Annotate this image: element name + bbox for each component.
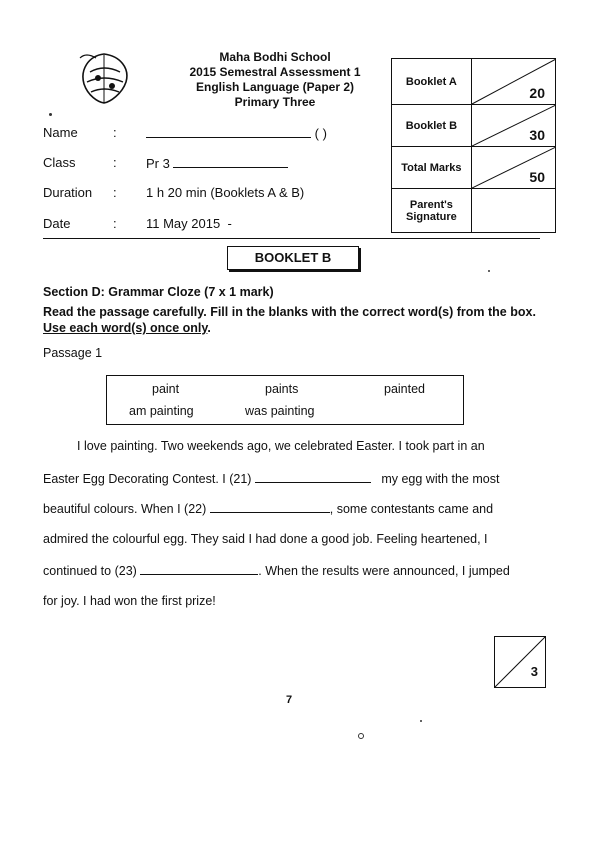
school-logo: [76, 50, 132, 106]
word-option: was painting: [245, 404, 315, 418]
score-box-total: 3: [530, 664, 538, 679]
passage-line: I love painting. Two weekends ago, we celebrated Easter. I took part in an: [77, 439, 485, 453]
passage-text-segment: Easter Egg Decorating Contest. I (21): [43, 472, 252, 486]
speck: [49, 113, 52, 116]
booklet-b-score-cell[interactable]: [471, 105, 555, 147]
parent-signature-cell[interactable]: [471, 189, 555, 233]
school-name: Maha Bodhi School: [219, 50, 331, 64]
total-marks-label: Total Marks: [392, 147, 472, 189]
section-title: Section D: Grammar Cloze (7 x 1 mark): [43, 285, 274, 299]
passage-line: [43, 501, 493, 516]
signature-label-line1: Parent's: [409, 198, 453, 211]
word-option: painted: [384, 382, 426, 396]
instruction-text: Read the passage carefully. Fill in the blanks with the correct word(s) from the box.: [43, 305, 536, 319]
total-marks-cell[interactable]: [471, 147, 555, 189]
colon: :: [113, 216, 117, 231]
class-value: Pr 3: [146, 156, 170, 171]
passage-text-segment: continued to (23): [43, 564, 137, 578]
duration-value: 1 h 20 min (Booklets A & B): [146, 185, 305, 200]
assessment-title: 2015 Semestral Assessment 1: [189, 65, 361, 79]
score-box[interactable]: [494, 636, 546, 688]
level-title: Primary Three: [234, 95, 316, 109]
blank-21[interactable]: [255, 471, 371, 483]
class-label: Class: [43, 155, 76, 170]
instructions: [43, 304, 543, 336]
class-field[interactable]: [146, 155, 288, 171]
word-option: am painting: [129, 404, 194, 418]
passage-line: [43, 471, 499, 486]
speck: [488, 270, 490, 272]
word-option: paint: [152, 382, 180, 396]
signature-label-line2: Signature: [406, 210, 457, 223]
booklet-b-total: 30: [529, 127, 545, 143]
blank-23[interactable]: [140, 563, 258, 575]
name-field[interactable]: [146, 125, 327, 141]
instruction-underlined: Use each word(s) once only: [43, 321, 208, 335]
passage-text-segment: beautiful colours. When I (22): [43, 502, 207, 516]
booklet-b-label: Booklet B: [392, 105, 472, 147]
blank-22[interactable]: [210, 501, 330, 513]
passage-text-segment: my egg with the most: [381, 472, 500, 486]
subject-title: English Language (Paper 2): [195, 80, 355, 94]
booklet-title: BOOKLET B: [227, 246, 359, 270]
colon: :: [113, 185, 117, 200]
marks-table: [391, 58, 556, 233]
duration-label: Duration: [43, 185, 93, 200]
parent-signature-label: [392, 189, 472, 233]
register-number-paren: ( ): [314, 126, 327, 141]
date-value: [146, 216, 232, 231]
page-number: 7: [286, 694, 293, 706]
name-label: Name: [43, 125, 78, 140]
colon: :: [113, 155, 117, 170]
word-option: paints: [265, 382, 299, 396]
date-label: Date: [43, 216, 71, 231]
header-divider: [43, 238, 540, 239]
booklet-a-score-cell[interactable]: [471, 59, 555, 105]
school-header: [175, 50, 375, 110]
booklet-a-total: 20: [529, 85, 545, 101]
instruction-end: .: [207, 321, 211, 335]
word-box: [106, 375, 464, 425]
passage-line: for joy. I had won the first prize!: [43, 594, 216, 608]
total-marks-value: 50: [529, 169, 545, 185]
passage-line: admired the colourful egg. They said I had done a good job. Feeling heartened, I: [43, 532, 488, 546]
speck: [358, 733, 364, 739]
passage-line: [43, 563, 510, 578]
speck: [420, 720, 422, 722]
date-text: 11 May 2015: [146, 216, 221, 231]
passage-text-segment: . When the results were announced, I jumped: [258, 564, 510, 578]
date-dash: -: [227, 216, 232, 231]
booklet-a-label: Booklet A: [392, 59, 472, 105]
passage-label: Passage 1: [43, 346, 103, 360]
colon: :: [113, 125, 117, 140]
passage-text-segment: , some contestants came and: [329, 502, 494, 516]
